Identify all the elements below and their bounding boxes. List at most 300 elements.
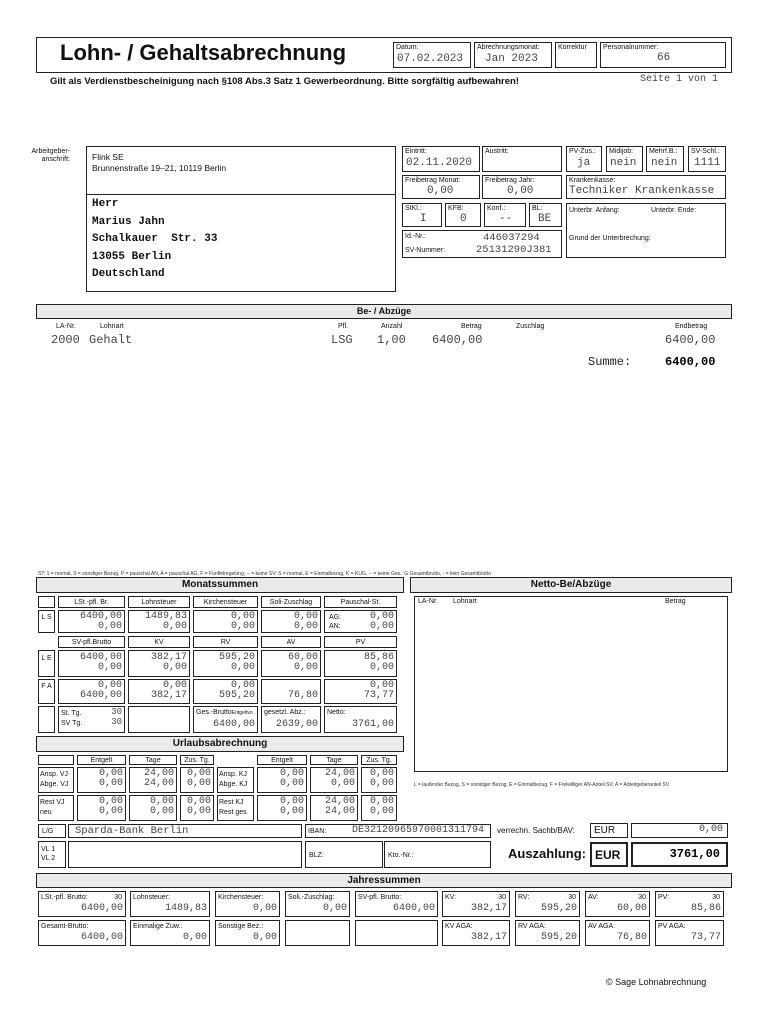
unterbr-ende-label: Unterbr. Ende:: [651, 207, 697, 214]
stkl-label: StKl.:: [405, 205, 422, 212]
ms-ls-c2-b: 0,00: [230, 621, 255, 632]
ur-hdr-entgelt-r: [257, 755, 307, 765]
employer-address: Brunnenstraße 19–21, 10119 Berlin: [92, 163, 227, 173]
ms-hdr-spacer: [38, 596, 55, 608]
ms-sv-hdr-3: [261, 636, 321, 648]
jahr-cell: [285, 920, 350, 946]
row-lohnart: Gehalt: [89, 333, 133, 347]
ur-l2-c0-b: 0,00: [98, 806, 123, 817]
ms-ls-c2-a: 0,00: [230, 611, 255, 622]
ur-hdr-zus-r-text: Zus. Tg.: [366, 757, 392, 764]
summe-label: Summe:: [588, 355, 632, 369]
jahr-cell-value: 73,77: [690, 932, 721, 943]
svnr-label: SV-Nummer:: [405, 247, 446, 254]
ms-sv-hdr-1-text: KV: [154, 639, 164, 646]
ms-abz-value: 2639,00: [275, 719, 318, 730]
jahr-cell: [442, 920, 510, 946]
jahr-cell-label: AV:: [588, 894, 599, 901]
ms-fa-c2-a: 0,00: [230, 680, 255, 691]
datum-label: Datum:: [396, 44, 419, 51]
personal-value: 66: [657, 52, 671, 64]
svschl-box: [688, 146, 726, 172]
ms-sv-hdr-2-text: RV: [220, 639, 231, 646]
ms-le-c4: [324, 650, 397, 677]
ms-ls-label-text: L S: [41, 614, 52, 621]
grund-label: Grund der Unterbrechung:: [569, 235, 651, 242]
jahr-cell-label: PV:: [658, 894, 670, 901]
employee-line-1: Herr: [92, 198, 119, 210]
vl-value-box: [68, 841, 302, 868]
urlaub-title: Urlaubsabrechnung: [36, 736, 404, 752]
ms-fa-c1-a: 0,00: [162, 680, 187, 691]
ur-r2-c2-b: 0,00: [369, 806, 394, 817]
pvzus-box: [566, 146, 602, 172]
ms-ls-c1-a: 1489,83: [144, 611, 187, 622]
idnr-value: 446037294: [483, 232, 540, 244]
ms-hdr-soli-text: Soli-Zuschlag: [269, 599, 313, 606]
unterbr-anfang-label: Unterbr. Anfang:: [569, 207, 620, 214]
ms-le-c0: [58, 650, 125, 677]
ms-an-label: AN:: [329, 623, 341, 630]
ms-fa-label: [38, 679, 55, 704]
ur-r1-c0-b: 0,00: [279, 778, 304, 789]
jahr-cell-value: 382,17: [470, 903, 507, 914]
kfb-box: [445, 203, 481, 227]
ur-hdr-spacer: [38, 755, 74, 765]
ur-l2-c1-a: 0,00: [149, 796, 174, 807]
ur-r2-c0-a: 0,00: [279, 796, 304, 807]
employee-line-5: Deutschland: [92, 268, 165, 280]
stkl-box: [402, 203, 442, 227]
ur-l2-c2-b: 0,00: [186, 806, 211, 817]
col-zuschlag: Zuschlag: [516, 323, 545, 330]
ur-l1-c2: [180, 767, 214, 793]
ms-hdr-kirchen-text: Kirchensteuer: [203, 599, 248, 606]
monatssummen-title: Monatssummen: [36, 577, 404, 593]
austritt-box: [482, 146, 562, 172]
ur-rest-ges: Rest ges: [219, 809, 247, 816]
ms-ls-c1: [128, 610, 190, 633]
unterbrechung-box: [566, 203, 726, 258]
iban-label: IBAN:: [308, 828, 327, 835]
ms-le-c3-a: 60,00: [287, 652, 318, 663]
ms-le-label: [38, 650, 55, 677]
kfb-value: 0: [460, 213, 467, 225]
ur-r1-c0-a: 0,00: [279, 768, 304, 779]
ms-fa-c4-b: 73,77: [363, 690, 394, 701]
jahr-cell: [215, 891, 280, 917]
employer-label: [30, 148, 70, 164]
ms-fa-c1: [128, 679, 190, 704]
freibetrag-monat-value: 0,00: [427, 185, 454, 197]
mehrfb-label: Mehrf.B.:: [649, 148, 678, 155]
ms-ls-c0-b: 0,00: [97, 621, 122, 632]
ms-ls-c3-a: 0,00: [293, 611, 318, 622]
ur-l-labels-2: [38, 795, 74, 821]
ur-l-labels-1: [38, 767, 74, 793]
datum-value: 07.02.2023: [397, 53, 464, 65]
employer-name: Flink SE: [92, 152, 124, 162]
ms-ag-label: AG:: [329, 614, 342, 621]
konf-label: Konf.:: [487, 205, 506, 212]
ms-tg-spacer: [38, 706, 55, 733]
jahr-cell: [442, 891, 510, 917]
ms-le-c0-b: 0,00: [97, 662, 122, 673]
netto-col-betrag: Betrag: [665, 598, 686, 605]
ms-st-tg-value: 30: [111, 707, 122, 717]
jahr-cell-value: 1489,83: [164, 903, 207, 914]
ms-sv-hdr-0-text: SV-pfl.Brutto: [71, 639, 112, 646]
jahr-cell: [285, 891, 350, 917]
mehrfb-box: [646, 146, 684, 172]
ur-r1-c2: [361, 767, 397, 793]
auszahlung-value: 3761,00: [669, 847, 720, 861]
blz-label: BLZ:: [309, 852, 324, 859]
ms-sv-hdr-4: [324, 636, 397, 648]
ms-ls-c0-a: 6400,00: [79, 611, 122, 622]
ur-l2-c0: [77, 795, 126, 821]
ur-r2-c2: [361, 795, 397, 821]
ur-l1-c1: [129, 767, 177, 793]
netto-table: [414, 596, 728, 772]
ur-l1-c1-b: 24,00: [143, 778, 174, 789]
ms-le-c4-a: 85,86: [363, 652, 394, 663]
jahr-cell: [655, 891, 724, 917]
pvzus-label: PV-Zus.:: [569, 148, 596, 155]
korrektur-box: [555, 42, 597, 68]
jahr-cell-value: 85,86: [690, 903, 721, 914]
krankenkasse-box: [566, 175, 726, 199]
ms-hdr-lohnsteuer: [128, 596, 190, 608]
jahr-cell-days: 30: [638, 894, 646, 901]
ms-netto-label: Netto:: [327, 709, 346, 716]
ur-l2-c2: [180, 795, 214, 821]
page-title: Lohn- / Gehaltsabrechnung: [60, 40, 347, 65]
ms-an-value: 0,00: [369, 621, 394, 632]
ms-fa-c2: [193, 679, 258, 704]
summe-value: 6400,00: [665, 355, 716, 369]
ms-ls-c4: [324, 610, 397, 633]
ms-le-c1: [128, 650, 190, 677]
col-pfl: Pfl.: [338, 323, 349, 330]
ur-hdr-tage-r: [310, 755, 358, 765]
jahr-cell-value: 0,00: [252, 903, 277, 914]
ur-r2-c1: [310, 795, 358, 821]
iban-box: [305, 824, 491, 838]
austritt-label: Austritt:: [485, 148, 509, 155]
ur-ansp-vj: Ansp. VJ: [40, 771, 69, 778]
midijob-label: Midijob:: [609, 148, 634, 155]
auszahlung-value-box: [631, 842, 728, 867]
jahr-cell-value: 0,00: [182, 932, 207, 943]
ur-r-labels-1: [217, 767, 254, 793]
ms-le-c1-b: 0,00: [162, 662, 187, 673]
ms-ges-value: 6400,00: [212, 719, 255, 730]
jahr-cell-label: Sonstige Bez.:: [218, 923, 264, 930]
jahr-cell: [655, 920, 724, 946]
ur-l1-c2-a: 0,00: [186, 768, 211, 779]
col-lohnart: Lohnart: [100, 323, 124, 330]
monat-box: [474, 42, 552, 68]
ms-tg-box: [58, 706, 125, 733]
ur-r1-c2-b: 0,00: [369, 778, 394, 789]
monat-label: Abrechnungsmonat:: [477, 44, 540, 51]
pvzus-value: ja: [577, 157, 591, 169]
bezuege-title: Be- / Abzüge: [36, 304, 732, 319]
idnr-label: Id.-Nr.:: [405, 233, 427, 240]
jahr-cell-label: PV AGA:: [658, 923, 686, 930]
ms-ls-c3-b: 0,00: [293, 621, 318, 632]
ur-l1-c0-b: 0,00: [98, 778, 123, 789]
ms-fa-c1-b: 382,17: [150, 690, 187, 701]
ur-hdr-tage-l: [129, 755, 177, 765]
employee-address: [92, 196, 217, 284]
bl-box: [529, 203, 562, 227]
krankenkasse-value: Techniker Krankenkasse: [569, 185, 715, 197]
svschl-value: 1111: [694, 157, 721, 169]
jahr-cell-label: Kirchensteuer:: [218, 894, 264, 901]
col-endbetrag: Endbetrag: [675, 323, 708, 330]
jahr-cell-label: Lohnsteuer:: [133, 894, 170, 901]
row-anzahl: 1,00: [377, 333, 406, 347]
ms-ls-c2: [193, 610, 258, 633]
ur-l1-c0-a: 0,00: [98, 768, 123, 779]
freibetrag-jahr-label: Freibetrag Jahr:: [485, 177, 535, 184]
ms-le-label-text: L E: [41, 655, 52, 662]
ms-ges-box: [193, 706, 258, 733]
ms-sv-hdr-2: [193, 636, 258, 648]
col-betrag: Betrag: [461, 323, 482, 330]
kto-box: [384, 841, 491, 868]
ms-le-c0-a: 6400,00: [79, 652, 122, 663]
jahr-cell-value: 0,00: [322, 903, 347, 914]
svnr-value: 25131290J381: [476, 244, 552, 256]
ms-ls-label: [38, 610, 55, 633]
employee-line-3: Schalkauer Str. 33: [92, 233, 218, 245]
ms-ls-c3: [261, 610, 321, 633]
ms-fa-c0-b: 6400,00: [79, 690, 122, 701]
vl-box: [38, 841, 66, 868]
jahr-cell: [215, 920, 280, 946]
ms-empty-box: [128, 706, 190, 733]
ur-l2-c1-b: 0,00: [149, 806, 174, 817]
auszahlung-currency: EUR: [595, 848, 621, 862]
ur-rest-kj: Rest KJ: [219, 799, 244, 806]
ms-hdr-pauschal: [324, 596, 397, 608]
ms-sv-hdr-0: [58, 636, 125, 648]
jahr-cell-days: 30: [568, 894, 576, 901]
kfb-label: KFB:: [448, 205, 464, 212]
employer-label-2: anschrift:: [41, 156, 70, 163]
row-pfl: LSG: [331, 333, 353, 347]
jahr-cell-label: RV:: [518, 894, 530, 901]
netto-col-lanr: LA-Nr.: [418, 598, 438, 605]
netto-col-lohnart: Lohnart: [453, 598, 477, 605]
auszahlung-label: Auszahlung:: [508, 846, 586, 861]
jahr-cell-label: RV AGA:: [518, 923, 546, 930]
ur-hdr-zus-l: [180, 755, 214, 765]
ur-hdr-entgelt-l-text: Entgelt: [90, 757, 113, 764]
col-anzahl: Anzahl: [381, 323, 403, 330]
ur-l2-c2-a: 0,00: [186, 796, 211, 807]
bank-name-box: [68, 824, 302, 838]
ms-fa-c0-a: 0,00: [97, 680, 122, 691]
ur-r2-c2-a: 0,00: [369, 796, 394, 807]
ms-sv-hdr-4-text: PV: [355, 639, 366, 646]
ms-ges-label-wrap: [196, 709, 253, 717]
jahr-cell-days: 30: [712, 894, 720, 901]
ur-l2-c0-a: 0,00: [98, 796, 123, 807]
jahr-cell: [515, 891, 580, 917]
vl2-label: VL 2: [41, 855, 56, 862]
mehrfb-value: nein: [651, 157, 678, 169]
freibetrag-monat-label: Freibetrag Monat:: [405, 177, 461, 184]
ms-fa-c0: [58, 679, 125, 704]
netto-title: Netto-Be/Abzüge: [410, 577, 732, 593]
krankenkasse-label: Krankenkasse:: [569, 177, 616, 184]
jahr-cell: [355, 891, 438, 917]
idnr-box: [402, 230, 562, 258]
jahr-cell-value: 6400,00: [392, 903, 435, 914]
ms-ag-value: 0,00: [369, 611, 394, 622]
konf-box: [484, 203, 526, 227]
bl-label: BL:: [532, 205, 543, 212]
ur-r1-c1: [310, 767, 358, 793]
ur-r2-c1-a: 24,00: [324, 796, 355, 807]
ur-l1-c0: [77, 767, 126, 793]
ur-r2-c0-b: 0,00: [279, 806, 304, 817]
jahr-cell: [355, 920, 438, 946]
freibetrag-jahr-box: [482, 175, 562, 199]
ms-abz-box: [261, 706, 321, 733]
row-lanr: 2000: [51, 333, 80, 347]
stkl-value: I: [420, 213, 427, 225]
ur-r1-c1-a: 24,00: [324, 768, 355, 779]
eintritt-value: 02.11.2020: [406, 157, 473, 169]
ur-hdr-tage-r-text: Tage: [326, 757, 342, 764]
ms-fa-c2-b: 595,20: [218, 690, 255, 701]
midijob-box: [606, 146, 643, 172]
ur-r-labels-2: [217, 795, 254, 821]
iban-value: DE32120965970001311794: [352, 825, 485, 836]
ms-hdr-lstpfl-text: LSt.-pfl. Br.: [74, 599, 109, 606]
ms-ls-c1-b: 0,00: [162, 621, 187, 632]
eintritt-label: Eintritt:: [405, 148, 427, 155]
jahr-cell-label: KV AGA:: [445, 923, 473, 930]
sachb-value: 0,00: [698, 824, 723, 835]
bl-value: BE: [538, 213, 552, 225]
jahr-cell-label: AV AGA:: [588, 923, 616, 930]
jahr-cell: [585, 891, 650, 917]
employer-label-1: Arbeitgeber-: [31, 148, 70, 155]
ms-netto-value: 3761,00: [351, 719, 394, 730]
notice-text: Gilt als Verdienstbescheinigung nach §108 Abs.3 Satz 1 Gewerbeordnung. Bitte sorgfältig aufbewahren!: [50, 76, 519, 87]
ur-r2-c1-b: 24,00: [324, 806, 355, 817]
netto-legend: L = laufender Bezug, S = sonstiger Bezug, E = Einmalbezug, F = Freiwilliger AN-Anteil SV, A = Arbeitgeberanteil SV: [414, 782, 670, 788]
ms-ges-sub: Entgeltvo: [231, 710, 253, 716]
midijob-value: nein: [610, 157, 637, 169]
blz-box: [305, 841, 383, 868]
jahr-cell-value: 60,00: [616, 903, 647, 914]
jahr-cell: [38, 891, 126, 917]
ur-rest-vj: Rest VJ: [40, 799, 65, 806]
ur-hdr-zus-l-text: Zus. Tg.: [184, 757, 210, 764]
legend-top: ST: 1 = normal, S = sonstiger Bezug, P = pauschal AN, A = pauschal AG, F = Fünftelregelung, -- = keine SV: S = normal, E = Einmalbezug, K = KUG, -- = keine Ges.: G Gesamtbrutto, - = kein Gesamtbrutto: [38, 571, 491, 577]
ms-hdr-soli: [261, 596, 321, 608]
jahr-cell: [38, 920, 126, 946]
konf-value: --: [499, 213, 513, 225]
ur-ansp-kj: Ansp. KJ: [219, 771, 248, 778]
sachb-cur-box: [590, 823, 628, 838]
bank-name: Sparda-Bank Berlin: [75, 825, 189, 837]
ms-sv-hdr-1: [128, 636, 190, 648]
ur-abge-kj: Abge. KJ: [219, 781, 248, 788]
footer-copyright: © Sage Lohnabrechnung: [606, 977, 707, 987]
ms-le-c2: [193, 650, 258, 677]
ur-l1-c2-b: 0,00: [186, 778, 211, 789]
jahr-title: Jahressummen: [36, 873, 732, 888]
jahr-cell-value: 595,20: [540, 903, 577, 914]
ur-r1-c1-b: 0,00: [330, 778, 355, 789]
kto-label: Kto.-Nr.:: [388, 852, 414, 859]
ms-sv-tg-value: 30: [111, 717, 122, 727]
jahr-cell-value: 6400,00: [80, 932, 123, 943]
personal-box: [600, 42, 726, 68]
employee-line-4: 13055 Berlin: [92, 250, 172, 263]
ms-fa-c3: [261, 679, 321, 704]
bank-lg-label: L/G: [42, 828, 54, 835]
monat-value: Jan 2023: [485, 53, 538, 65]
auszahlung-cur-box: [590, 842, 628, 867]
jahr-cell-label: Einmalige Zuw.:: [133, 923, 183, 930]
ur-r1-c2-a: 0,00: [369, 768, 394, 779]
ms-fa-c4-a: 0,00: [369, 680, 394, 691]
jahr-cell-label: Gesamt-Brutto:: [41, 923, 89, 930]
eintritt-box: [402, 146, 480, 172]
ms-le-c3-b: 0,00: [293, 662, 318, 673]
ms-abz-label: gesetzl. Abz.:: [264, 709, 306, 716]
sachb-currency: EUR: [594, 825, 616, 836]
ur-hdr-entgelt-l: [77, 755, 126, 765]
jahr-cell-value: 6400,00: [80, 903, 123, 914]
ur-l2-c1: [129, 795, 177, 821]
page-number: Seite 1 von 1: [640, 74, 719, 85]
vl1-label: VL 1: [41, 846, 56, 853]
ms-le-c2-b: 0,00: [230, 662, 255, 673]
freibetrag-monat-box: [402, 175, 480, 199]
ms-sv-hdr-3-text: AV: [286, 639, 296, 646]
ms-hdr-kirchen: [193, 596, 258, 608]
ms-fa-c4: [324, 679, 397, 704]
ur-l1-c1-a: 24,00: [143, 768, 174, 779]
row-betrag: 6400,00: [432, 333, 483, 347]
jahr-cell-label: LSt.-pfl. Brutto:: [41, 894, 88, 901]
ur-r2-c0: [257, 795, 307, 821]
personal-label: Personalnummer:: [603, 44, 659, 51]
ms-sv-tg-label: SV Tg.: [61, 720, 83, 727]
jahr-cell-value: 382,17: [470, 932, 507, 943]
ms-st-tg-label: St. Tg.: [61, 710, 82, 717]
jahr-cell-value: 595,20: [540, 932, 577, 943]
col-lanr: LA-Nr.: [56, 323, 76, 330]
jahr-cell-value: 76,80: [616, 932, 647, 943]
ms-le-c2-a: 595,20: [218, 652, 255, 663]
jahr-cell: [130, 891, 210, 917]
ur-r1-c0: [257, 767, 307, 793]
jahr-cell-label: Soli.-Zuschlag:: [288, 894, 335, 901]
svschl-label: SV-Schl.:: [691, 148, 720, 155]
freibetrag-jahr-value: 0,00: [507, 185, 534, 197]
